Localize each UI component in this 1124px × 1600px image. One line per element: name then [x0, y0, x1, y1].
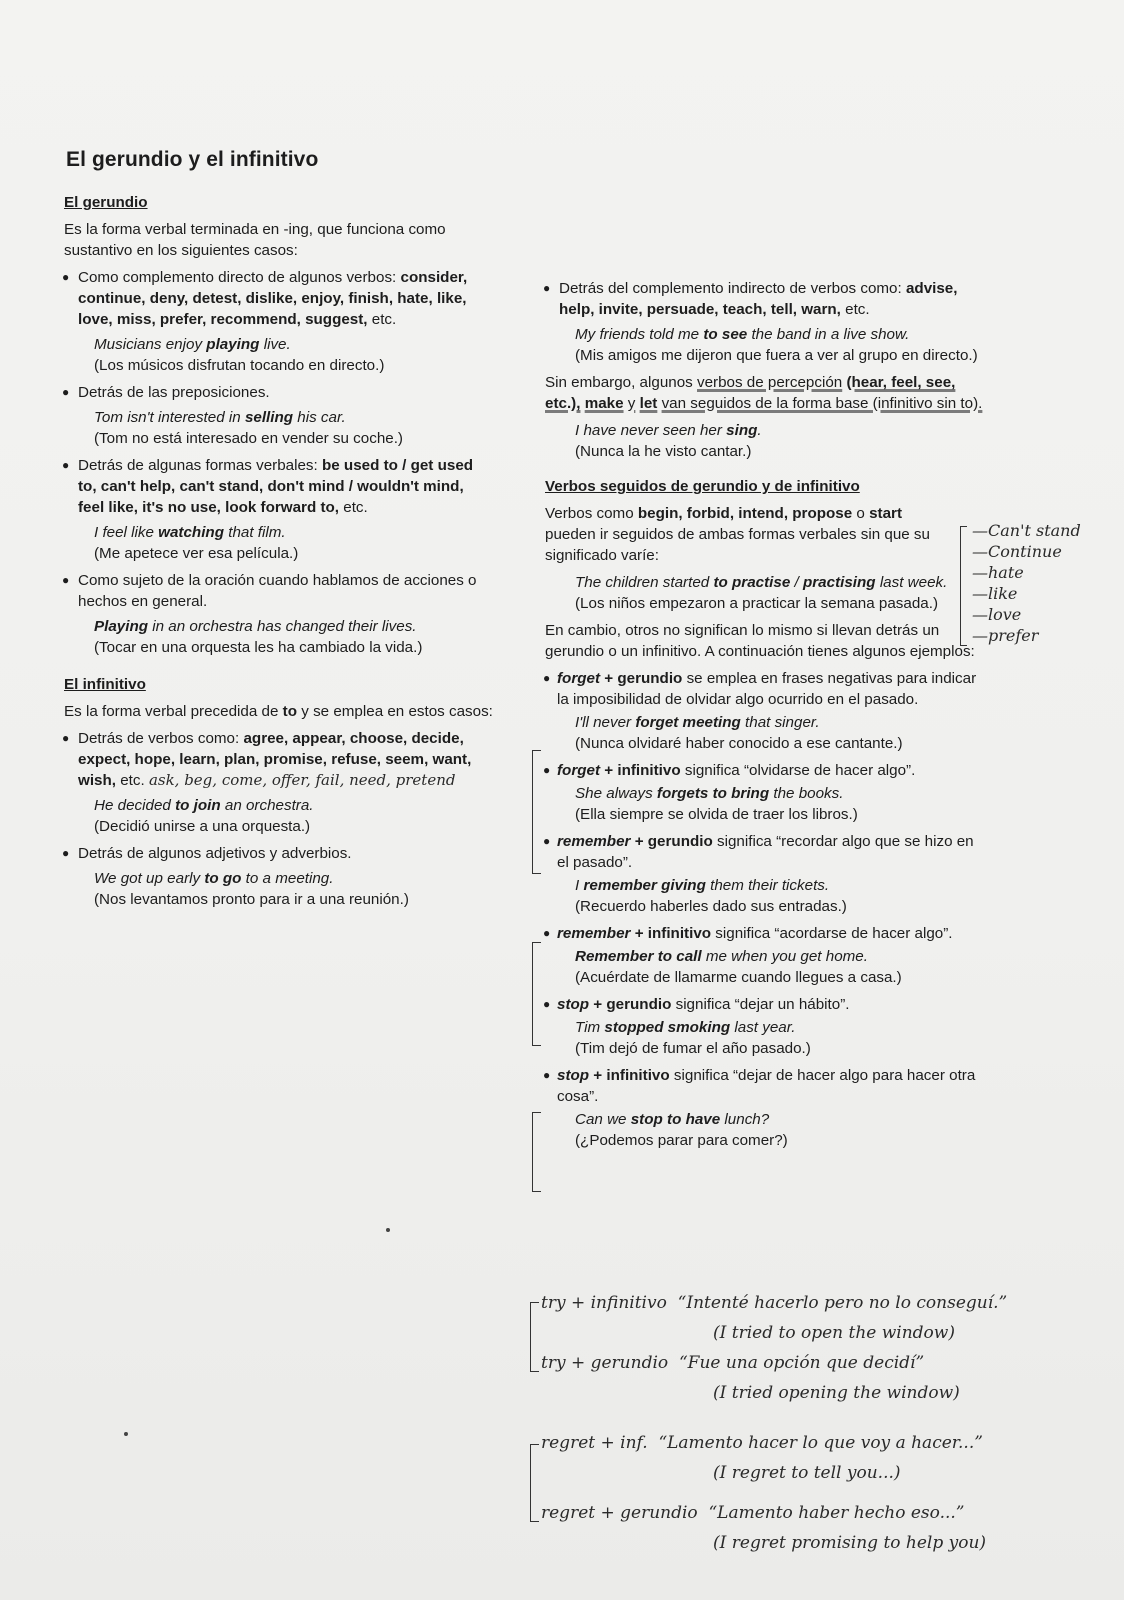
verb-pair-example: [545, 1109, 985, 1151]
verb-pair-example: [545, 783, 985, 825]
gerund-intro: Es la forma verbal terminada en -ing, que funciona como sustantivo en los siguientes casos:: [64, 221, 446, 259]
handnote-regret-inf-example: (I regret to tell you...): [713, 1463, 901, 1483]
gerund-example-4: [64, 616, 494, 658]
example-bold: stopped smoking: [604, 1019, 731, 1036]
verb-pair-forget-infinitive: [545, 760, 985, 781]
example-post: in an orchestra has changed their lives.: [152, 618, 417, 635]
intro-pre: Verbos como: [545, 505, 634, 522]
verb-pair-remember-gerund: [545, 831, 985, 873]
pair-verb: forget: [557, 762, 601, 779]
rule-text: Como complemento directo de algunos verbos:: [78, 269, 397, 286]
infinitive-example-2: [64, 868, 494, 910]
example-post: an orchestra.: [224, 797, 314, 814]
example-pre: We got up early: [94, 870, 201, 887]
margin-note: —hate: [972, 563, 1024, 582]
example-pre: Tom isn't interested in: [94, 409, 241, 426]
example-translation: (Recuerdo haberles dado sus entradas.): [575, 898, 847, 915]
example-pre: I feel like: [94, 524, 154, 541]
rule-tail: etc.: [120, 772, 145, 789]
pair-form: + infinitivo: [604, 762, 681, 779]
intro-post: y se emplea en estos casos:: [301, 703, 493, 720]
handwritten-notes: [525, 1288, 1007, 1558]
example-bold-1: to practise: [713, 574, 791, 591]
rule-tail: etc.: [343, 499, 368, 516]
bracket-stop: [532, 1112, 541, 1192]
gerund-heading: El gerundio: [64, 194, 148, 211]
intro-pre: Es la forma verbal precedida de: [64, 703, 279, 720]
verb-pair-example: [545, 1017, 985, 1059]
handnote-try-ger-example: (I tried opening the window): [713, 1383, 960, 1403]
page-title: El gerundio y el infinitivo: [66, 148, 319, 171]
example-pre: I: [575, 877, 580, 894]
example-pre: Can we: [575, 1111, 627, 1128]
example-pre: I have never seen her: [575, 422, 722, 439]
right-column: [545, 278, 985, 1157]
intro-post: pueden ir seguidos de ambas formas verbales sin que su significado varíe:: [545, 526, 930, 564]
indirect-example: [545, 324, 985, 366]
note-mid: y: [627, 395, 636, 412]
note-bold-let: let: [639, 395, 658, 412]
infinitive-heading: El infinitivo: [64, 676, 146, 693]
example-translation: (Ella siempre se olvida de traer los libros.): [575, 806, 858, 823]
pair-verb: remember: [557, 925, 631, 942]
left-column: [64, 192, 494, 916]
bracket-forget: [532, 750, 541, 874]
example-post: live.: [263, 336, 291, 353]
handnote-try-ger: [525, 1348, 1007, 1378]
pair-desc: significa “recordar algo que se hizo en el pasado”.: [557, 833, 974, 871]
example-bold: remember giving: [583, 877, 706, 894]
example-translation: (Nunca la he visto cantar.): [575, 443, 752, 460]
note-post: van seguidos de la forma base (infinitivo sin to).: [661, 395, 983, 412]
indirect-object-rule: [545, 278, 985, 320]
margin-note: —prefer: [972, 626, 1039, 645]
example-translation: (Me apetece ver esa película.): [94, 545, 299, 562]
example-post: last week.: [879, 574, 948, 591]
example-post: that singer.: [745, 714, 820, 731]
verb-pair-stop-gerund: [545, 994, 985, 1015]
both-forms-example: [545, 572, 985, 614]
example-post: .: [757, 422, 762, 439]
rule-verbs: be used to / get used to, can't help, can't stand, don't mind / wouldn't mind, feel like, it's no use, look forward to,: [78, 457, 474, 516]
pair-verb: stop: [557, 1067, 590, 1084]
note-pre: Sin embargo, algunos: [545, 374, 693, 391]
verb-pair-example: [545, 712, 985, 754]
example-post: lunch?: [724, 1111, 770, 1128]
margin-note: —like: [972, 584, 1018, 603]
infinitive-example-1: [64, 795, 494, 837]
example-translation: (Acuérdate de llamarme cuando llegues a casa.): [575, 969, 902, 986]
example-translation: (Tim dejó de fumar el año pasado.): [575, 1040, 811, 1057]
note-bold-make: make: [584, 395, 624, 412]
handwritten-verbs: ask, beg, come, offer, fail, need, pretend: [148, 771, 456, 789]
paper-speck: [124, 1432, 128, 1436]
both-forms-intro: [545, 503, 950, 566]
example-bold: Playing: [94, 618, 149, 635]
handnote-regret-inf: [525, 1428, 1007, 1458]
example-translation: (¿Podemos parar para comer?): [575, 1132, 788, 1149]
gerund-rule-4: [64, 570, 494, 612]
example-sep: /: [794, 574, 799, 591]
pair-desc: significa “olvidarse de hacer algo”.: [684, 762, 916, 779]
handnote-regret-ger-example: (I regret promising to help you): [713, 1533, 987, 1553]
margin-note: —love: [972, 605, 1022, 624]
margin-note: —Continue: [972, 542, 1062, 561]
example-translation: (Nos levantamos pronto para ir a una reunión.): [94, 891, 409, 908]
handnote-gloss: “Fue una opción que decidí”: [678, 1353, 925, 1373]
pair-verb: forget: [557, 670, 601, 687]
rule-verbs: consider, continue, deny, detest, dislike, enjoy, finish, hate, like, love, miss, prefer, recommend, suggest,: [78, 269, 468, 328]
pair-form: + gerundio: [634, 833, 713, 850]
contrast-intro: En cambio, otros no significan lo mismo si llevan detrás un gerundio o un infinitivo. A continuación tienes algunos ejemplos:: [545, 622, 975, 660]
rule-verbs: advise, help, invite, persuade, teach, tell, warn,: [559, 280, 958, 318]
gerund-example-3: [64, 522, 494, 564]
gerund-rule-3: [64, 455, 494, 518]
example-post: the books.: [773, 785, 844, 802]
paper-speck: [386, 1228, 390, 1232]
pair-form: + gerundio: [593, 996, 672, 1013]
example-bold: selling: [244, 409, 294, 426]
infinitive-rule-1: [64, 728, 494, 791]
rule-text: Detrás de verbos como:: [78, 730, 240, 747]
example-translation: (Decidió unirse a una orquesta.): [94, 818, 311, 835]
example-post: the band in a live show.: [751, 326, 910, 343]
pair-desc: significa “acordarse de hacer algo”.: [715, 925, 953, 942]
example-post: me when you get home.: [705, 948, 868, 965]
rule-tail: etc.: [371, 311, 397, 328]
example-bold: to join: [175, 797, 221, 814]
example-pre: He decided: [94, 797, 171, 814]
rule-text: Como sujeto de la oración cuando hablamos de acciones o hechos en general.: [78, 572, 477, 610]
rule-text: Detrás de algunas formas verbales:: [78, 457, 318, 474]
example-pre: Musicians enjoy: [94, 336, 203, 353]
infinitive-intro: [64, 701, 494, 722]
example-translation: (Tocar en una orquesta les ha cambiado la vida.): [94, 639, 423, 656]
example-post: his car.: [297, 409, 346, 426]
example-bold: stop to have: [630, 1111, 721, 1128]
example-bold: forgets to bring: [656, 785, 770, 802]
handnote-head: try + infinitivo: [541, 1293, 667, 1313]
handnote-gloss: “Lamento haber hecho eso...”: [708, 1503, 965, 1523]
verb-pair-remember-infinitive: [545, 923, 985, 944]
rule-verbs: agree, appear, choose, decide, expect, hope, learn, plan, promise, refuse, seem, want, wish,: [78, 730, 472, 789]
example-pre: My friends told me: [575, 326, 700, 343]
rule-text: Detrás de las preposiciones.: [78, 384, 270, 401]
pair-form: + gerundio: [604, 670, 683, 687]
pair-form: + infinitivo: [634, 925, 712, 942]
margin-note-list: [972, 520, 1081, 646]
gerund-example-2: [64, 407, 494, 449]
bracket-margin-list: [960, 526, 967, 646]
example-translation: (Los músicos disfrutan tocando en directo.): [94, 357, 385, 374]
pair-desc: se emplea en frases negativas para indicar la imposibilidad de olvidar algo ocurrido en el pasado.: [557, 670, 977, 708]
gerund-rule-1: [64, 267, 494, 330]
pair-verb: remember: [557, 833, 631, 850]
handnote-try-inf: [525, 1288, 1007, 1318]
example-post: to a meeting.: [245, 870, 334, 887]
example-bold: sing: [726, 422, 758, 439]
bracket-remember: [532, 942, 541, 1046]
example-bold: watching: [158, 524, 224, 541]
intro-mid: o: [856, 505, 865, 522]
note-underlined: verbos de percepción: [697, 374, 843, 391]
example-translation: (Mis amigos me dijeron que fuera a ver al grupo en directo.): [575, 347, 978, 364]
intro-bold: to: [282, 703, 298, 720]
perception-verbs-note: [545, 372, 985, 414]
example-pre: The children started: [575, 574, 710, 591]
intro-bold: begin, forbid, intend, propose: [637, 505, 853, 522]
example-translation: (Tom no está interesado en vender su coche.): [94, 430, 403, 447]
infinitive-rule-2: [64, 843, 494, 864]
handnote-head: regret + gerundio: [541, 1503, 698, 1523]
gerund-rule-2: [64, 382, 494, 403]
example-bold: forget meeting: [635, 714, 741, 731]
example-bold-2: practising: [802, 574, 876, 591]
note-bold-perception: (hear, feel, see, etc.),: [545, 374, 956, 412]
example-post: last year.: [734, 1019, 796, 1036]
example-pre: Tim: [575, 1019, 601, 1036]
verb-pairs-list: [545, 668, 985, 1151]
example-bold: playing: [206, 336, 260, 353]
handnote-head: try + gerundio: [541, 1353, 669, 1373]
pair-desc: significa “dejar un hábito”.: [675, 996, 850, 1013]
example-bold: to see: [703, 326, 748, 343]
verb-pair-example: [545, 946, 985, 988]
verb-pair-stop-infinitive: [545, 1065, 985, 1107]
example-bold: to go: [204, 870, 242, 887]
handnote-try-inf-example: (I tried to open the window): [713, 1323, 955, 1343]
example-translation: (Los niños empezaron a practicar la semana pasada.): [575, 595, 939, 612]
gerund-example-1: [64, 334, 494, 376]
verb-pair-forget-gerund: [545, 668, 985, 710]
example-pre: I'll never: [575, 714, 632, 731]
pair-form: + infinitivo: [593, 1067, 670, 1084]
handnote-gloss: “Lamento hacer lo que voy a hacer...”: [658, 1433, 983, 1453]
margin-note: —Can't stand: [972, 521, 1081, 540]
example-post: that film.: [228, 524, 286, 541]
example-translation: (Nunca olvidaré haber conocido a ese cantante.): [575, 735, 903, 752]
both-forms-heading: Verbos seguidos de gerundio y de infinitivo: [545, 478, 860, 495]
handnote-regret-ger: [525, 1498, 1007, 1528]
pair-desc: significa “dejar de hacer algo para hacer otra cosa”.: [557, 1067, 976, 1105]
example-bold: Remember to call: [575, 948, 702, 965]
handnote-gloss: “Intenté hacerlo pero no lo conseguí.”: [677, 1293, 1008, 1313]
example-post: them their tickets.: [710, 877, 830, 894]
rule-text: Detrás de algunos adjetivos y adverbios.: [78, 845, 352, 862]
perception-example: [545, 420, 985, 462]
example-pre: She always: [575, 785, 653, 802]
handnote-head: regret + inf.: [541, 1433, 648, 1453]
pair-verb: stop: [557, 996, 590, 1013]
rule-text: Detrás del complemento indirecto de verbos como:: [559, 280, 902, 297]
rule-tail: etc.: [845, 301, 870, 318]
verb-pair-example: [545, 875, 985, 917]
intro-bold-2: start: [869, 505, 903, 522]
